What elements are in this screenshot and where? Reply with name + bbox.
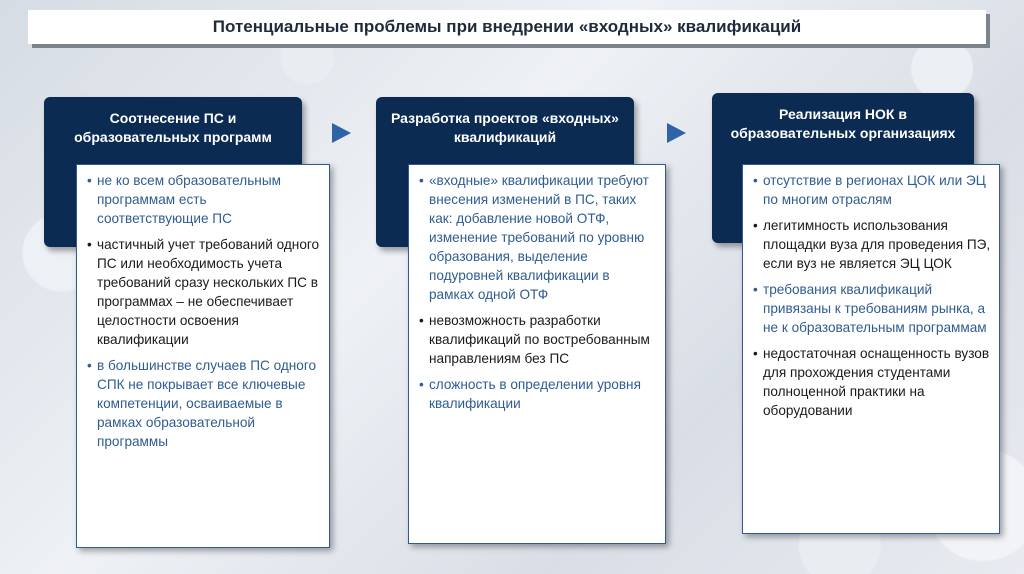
list-item: • частичный учет требований одного ПС или необходимость учета требований сразу нескольких ПС в программах – не обеспечивает целостности освоения квалификации <box>87 235 321 349</box>
column-panel-3 <box>742 164 1000 534</box>
list-item: • отсутствие в регионах ЦОК или ЭЦ по многим отраслям <box>753 171 991 209</box>
list-item: • невозможность разработки квалификаций по востребованным направлениям без ПС <box>419 311 657 368</box>
list-item: • «входные» квалификации требуют внесения изменений в ПС, таких как: добавление новой ОТФ, изменение требований по уровню образования, выделение подуровней квалификации в рамках одной ОТФ <box>419 171 657 304</box>
list-item: • требования квалификаций привязаны к требованиям рынка, а не к образовательным программам <box>753 280 991 337</box>
list-item: • сложность в определении уровня квалификации <box>419 375 657 413</box>
list-item: • в большинстве случаев ПС одного СПК не покрывает все ключевые компетенции, осваиваемые в рамках образовательной программы <box>87 356 321 451</box>
title-bar <box>28 10 986 44</box>
list-item: • легитимность использования площадки вуза для проведения ПЭ, если вуз не является ЭЦ ЦОК <box>753 216 991 273</box>
column-panel-2 <box>408 164 666 544</box>
column-header-1-text: Соотнесение ПС и образовательных программ <box>74 110 272 145</box>
page-title: Потенциальные проблемы при внедрении «входных» квалификаций <box>212 17 802 36</box>
arrow-right-icon <box>332 123 351 143</box>
column-header-2-text: Разработка проектов «входных» квалификаций <box>391 110 619 145</box>
list-item: • не ко всем образовательным программам есть соответствующие ПС <box>87 171 321 228</box>
column-header-3-text: Реализация НОК в образовательных организациях <box>730 106 956 141</box>
column-panel-1 <box>76 164 330 548</box>
arrow-right-icon <box>667 123 686 143</box>
list-item: • недостаточная оснащенность вузов для прохождения студентами полноценной практики на оборудовании <box>753 344 991 420</box>
